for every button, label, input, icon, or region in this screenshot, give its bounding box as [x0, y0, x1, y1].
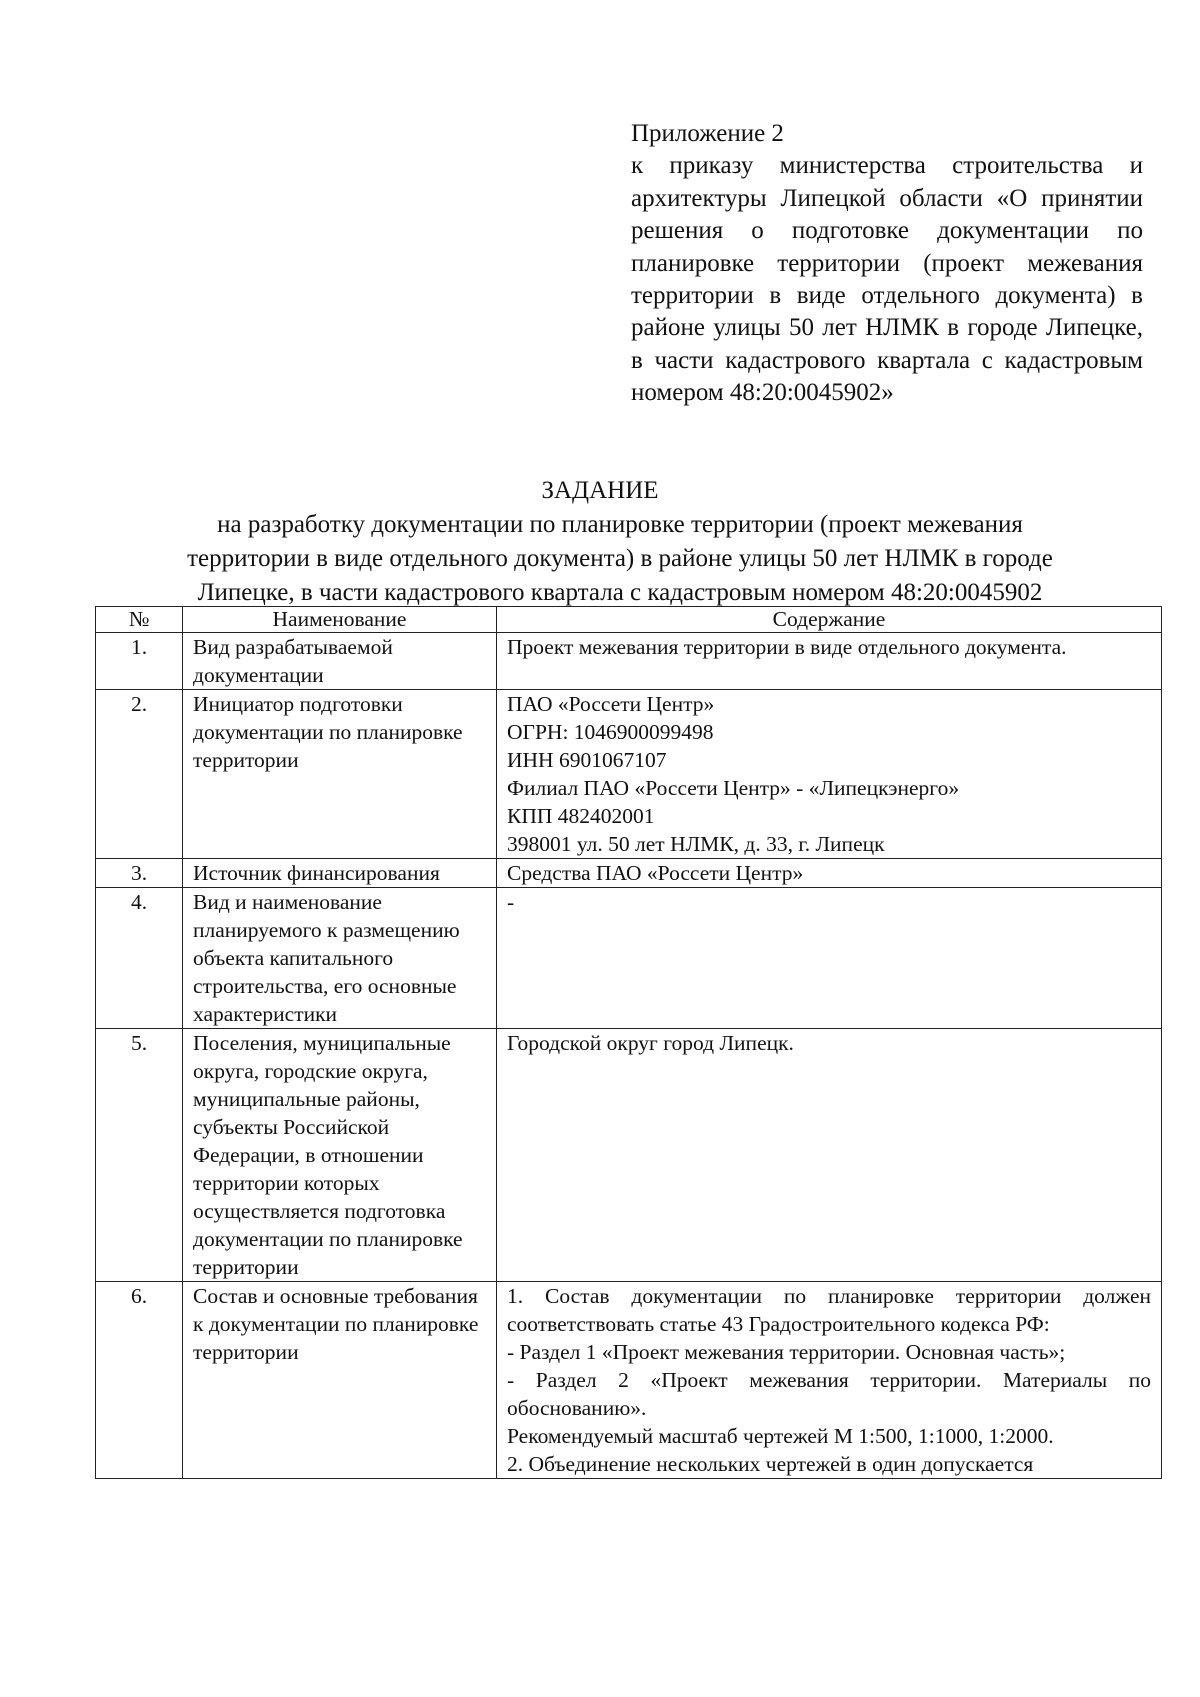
content-line: ОГРН: 1046900099498 — [507, 720, 714, 744]
table-row — [96, 888, 1162, 1029]
content-line: Городской округ город Липецк. — [507, 1031, 794, 1055]
appendix-title: Приложение 2 — [631, 120, 784, 147]
subheading-line: территории в виде отдельного документа) в районе улицы 50 лет НЛМК в городе — [187, 545, 1053, 572]
table-row — [96, 1029, 1162, 1282]
content-line: Средства ПАО «Россети Центр» — [507, 861, 804, 885]
content-line: Рекомендуемый масштаб чертежей М 1:500, 1:1000, 1:2000. — [507, 1424, 1054, 1448]
header-content: Содержание — [497, 607, 1162, 633]
row-name: Поселения, муниципальные округа, городские округа, муниципальные районы, субъекты Российской Федерации, в отношении территории которых осуществляется подготовка документации по планировке территории — [183, 1029, 497, 1282]
content-line: Проект межевания территории в виде отдельного документа. — [507, 635, 1067, 659]
row-num: 5. — [96, 1029, 183, 1282]
content-line: - Раздел 1 «Проект межевания территории. Основная часть»; — [507, 1340, 1066, 1364]
row-content — [497, 1282, 1162, 1479]
row-name: Вид и наименование планируемого к размещению объекта капитального строительства, его основные характеристики — [183, 888, 497, 1029]
content-line: 1. Состав документации по планировке территории должен соответствовать статье 43 Градостроительного кодекса РФ: — [507, 1284, 1151, 1336]
document-subheading — [120, 508, 1120, 610]
header-name: Наименование — [183, 607, 497, 633]
content-line: - Раздел 2 «Проект межевания территории. Материалы по обоснованию». — [507, 1368, 1151, 1420]
row-name: Состав и основные требования к документации по планировке территории — [183, 1282, 497, 1479]
table-row — [96, 633, 1162, 690]
content-line: Филиал ПАО «Россети Центр» - «Липецкэнерго» — [507, 776, 960, 800]
document-heading: ЗАДАНИЕ — [541, 477, 659, 504]
table-header-row — [96, 607, 1162, 633]
content-line: - — [507, 890, 515, 914]
content-line: ПАО «Россети Центр» — [507, 692, 715, 716]
row-name: Источник финансирования — [183, 859, 497, 888]
subheading-line: Липецке, в части кадастрового квартала с кадастровым номером 48:20:0045902 — [197, 579, 1043, 606]
row-content — [497, 633, 1162, 690]
row-num: 2. — [96, 690, 183, 859]
content-line: ИНН 6901067107 — [507, 748, 667, 772]
row-num: 3. — [96, 859, 183, 888]
row-num: 6. — [96, 1282, 183, 1479]
row-content — [497, 690, 1162, 859]
row-content — [497, 888, 1162, 1029]
row-name: Вид разрабатываемой документации — [183, 633, 497, 690]
row-content — [497, 859, 1162, 888]
appendix-block — [631, 118, 1143, 410]
task-table — [95, 606, 1162, 1479]
table-row — [96, 859, 1162, 888]
content-line: 2. Объединение нескольких чертежей в один допускается — [507, 1452, 1034, 1476]
row-num: 1. — [96, 633, 183, 690]
content-line: КПП 482402001 — [507, 804, 655, 828]
table-row — [96, 1282, 1162, 1479]
row-content — [497, 1029, 1162, 1282]
subheading-line: на разработку документации по планировке территории (проект межевания — [217, 511, 1023, 538]
table-row — [96, 690, 1162, 859]
row-num: 4. — [96, 888, 183, 1029]
content-line: 398001 ул. 50 лет НЛМК, д. 33, г. Липецк — [507, 832, 885, 856]
appendix-body: к приказу министерства строительства и архитектуры Липецкой области «О принятии решения о подготовке документации по планировке территории (проект межевания территории в виде отдельного документа) в районе улицы 50 лет НЛМК в городе Липецке, в части кадастрового квартала с кадастровым номером 48:20:0045902» — [631, 152, 1143, 407]
row-name: Инициатор подготовки документации по планировке территории — [183, 690, 497, 859]
header-num: № — [96, 607, 183, 633]
